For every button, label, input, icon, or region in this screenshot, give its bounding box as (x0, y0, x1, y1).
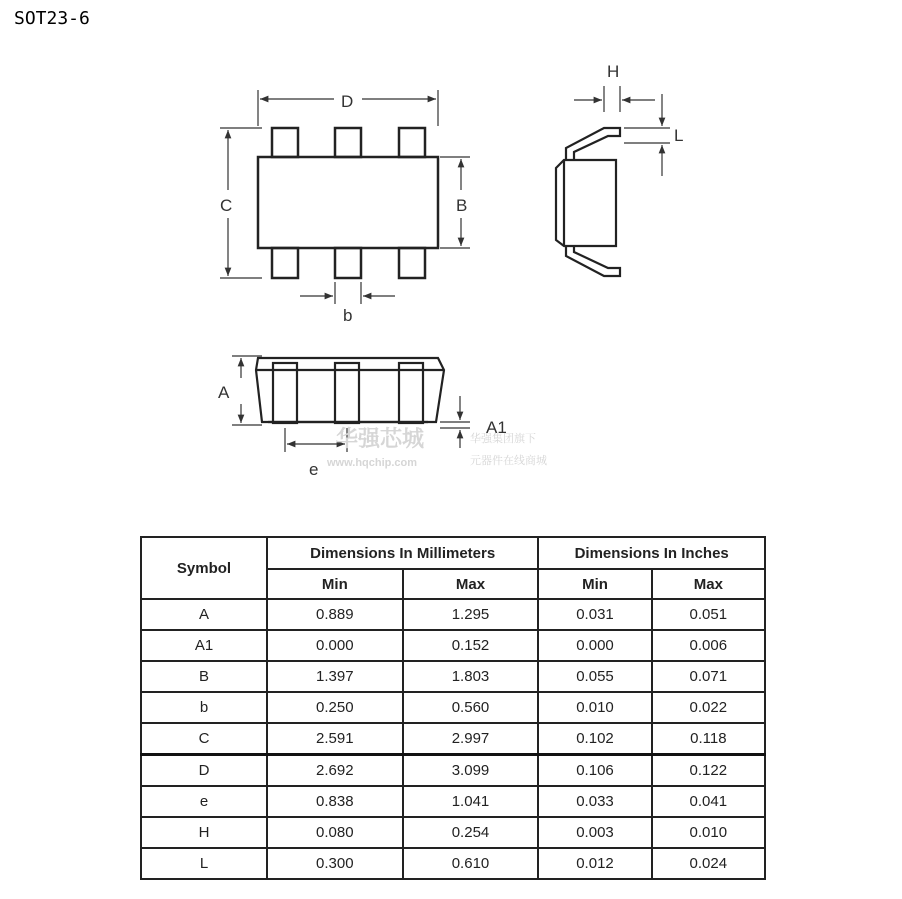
label-e: e (309, 460, 319, 479)
mm-max-cell: 0.254 (403, 817, 539, 848)
in-group-header: Dimensions In Inches (538, 537, 765, 569)
mm-min-cell: 0.300 (267, 848, 403, 879)
mm-min-cell: 0.838 (267, 786, 403, 817)
table-row (141, 817, 765, 848)
mm-max-cell: 1.295 (403, 599, 539, 630)
dim-H (574, 86, 655, 112)
front-view (256, 358, 444, 423)
mm-min-cell: 0.080 (267, 817, 403, 848)
symbol-cell: A (141, 599, 267, 630)
symbol-cell: e (141, 786, 267, 817)
table-row (141, 661, 765, 692)
mm-max-cell: 2.997 (403, 723, 539, 755)
symbol-cell: b (141, 692, 267, 723)
in-max-cell: 0.006 (652, 630, 765, 661)
table-row (141, 692, 765, 723)
label-H: H (607, 62, 620, 81)
in-min-cell: 0.010 (538, 692, 651, 723)
in-max-cell: 0.024 (652, 848, 765, 879)
in-min-cell: 0.003 (538, 817, 651, 848)
symbol-cell: D (141, 755, 267, 787)
table-row (141, 630, 765, 661)
table-row (141, 723, 765, 755)
table-row (141, 786, 765, 817)
in-min-cell: 0.102 (538, 723, 651, 755)
in-max-header: Max (652, 569, 765, 599)
in-min-cell: 0.000 (538, 630, 651, 661)
side-view (556, 128, 620, 276)
in-max-cell: 0.022 (652, 692, 765, 723)
symbol-cell: L (141, 848, 267, 879)
in-min-cell: 0.031 (538, 599, 651, 630)
mm-max-cell: 0.610 (403, 848, 539, 879)
mm-max-cell: 1.041 (403, 786, 539, 817)
table-row (141, 848, 765, 879)
table-header-row (141, 537, 765, 569)
mm-max-cell: 0.560 (403, 692, 539, 723)
mm-min-header: Min (267, 569, 403, 599)
symbol-cell: C (141, 723, 267, 755)
in-min-cell: 0.033 (538, 786, 651, 817)
dimensions-table (140, 536, 766, 880)
mm-min-cell: 2.591 (267, 723, 403, 755)
label-D: D (341, 92, 354, 111)
label-L: L (674, 126, 684, 145)
dim-L (624, 94, 670, 176)
label-A: A (218, 383, 230, 402)
watermark-line2: 元器件在线商城 (470, 454, 547, 467)
mm-max-cell: 1.803 (403, 661, 539, 692)
mm-min-cell: 0.250 (267, 692, 403, 723)
in-max-cell: 0.041 (652, 786, 765, 817)
in-min-cell: 0.055 (538, 661, 651, 692)
mm-group-header: Dimensions In Millimeters (267, 537, 538, 569)
symbol-cell: H (141, 817, 267, 848)
watermark-brand: 华强芯城 (336, 427, 425, 452)
in-max-cell: 0.010 (652, 817, 765, 848)
symbol-header: Symbol (141, 537, 267, 599)
in-min-cell: 0.106 (538, 755, 651, 787)
watermark-url: www.hqchip.com (327, 457, 418, 469)
label-A1: A1 (486, 418, 507, 437)
watermark (326, 426, 547, 469)
table-row (141, 755, 765, 787)
mm-max-cell: 0.152 (403, 630, 539, 661)
mm-min-cell: 0.889 (267, 599, 403, 630)
dim-A1 (440, 396, 470, 448)
mm-min-cell: 0.000 (267, 630, 403, 661)
in-max-cell: 0.051 (652, 599, 765, 630)
table-row (141, 599, 765, 630)
mm-min-cell: 2.692 (267, 755, 403, 787)
label-B: B (456, 196, 468, 215)
in-min-cell: 0.012 (538, 848, 651, 879)
in-max-cell: 0.071 (652, 661, 765, 692)
mm-max-cell: 3.099 (403, 755, 539, 787)
watermark-line1: 华强集团旗下 (470, 432, 536, 445)
in-max-cell: 0.118 (652, 723, 765, 755)
mm-min-cell: 1.397 (267, 661, 403, 692)
mm-max-header: Max (403, 569, 539, 599)
label-C: C (220, 196, 233, 215)
dim-b (300, 282, 395, 304)
in-max-cell: 0.122 (652, 755, 765, 787)
label-b: b (343, 306, 353, 325)
in-min-header: Min (538, 569, 651, 599)
top-view (258, 128, 438, 278)
symbol-cell: B (141, 661, 267, 692)
page-title: SOT23-6 (14, 8, 90, 29)
symbol-cell: A1 (141, 630, 267, 661)
